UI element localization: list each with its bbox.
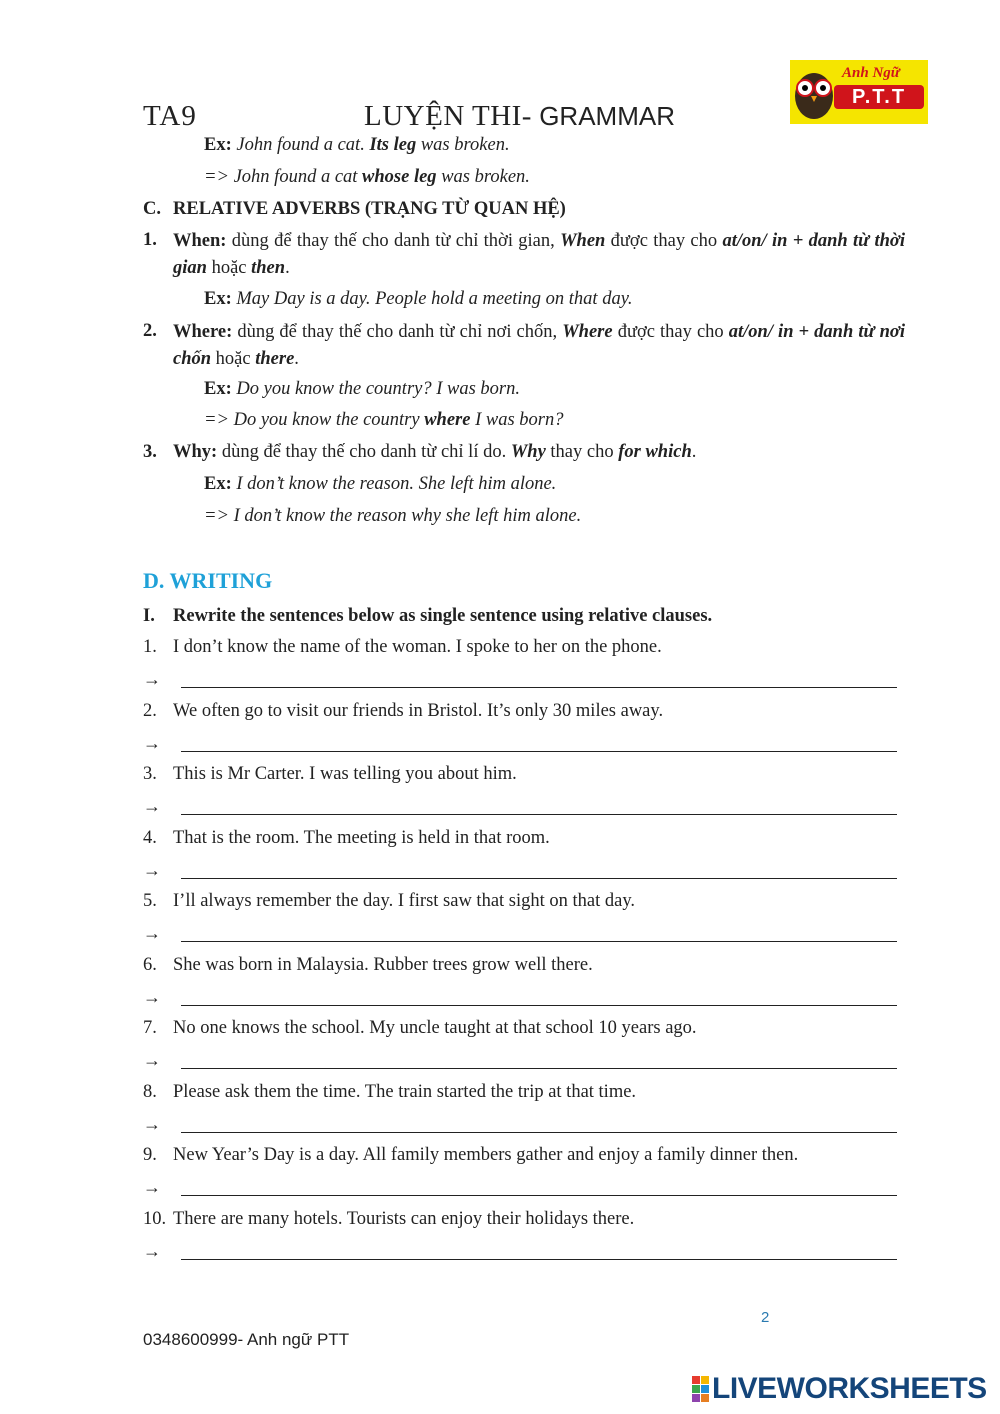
answer-line[interactable] [181,1259,897,1260]
why-definition: Why: dùng để thay thế cho danh từ chỉ lí do. Why thay cho for which. [173,442,697,462]
answer-line[interactable] [181,1195,897,1196]
question-text: This is Mr Carter. I was telling you about him. [173,764,517,784]
logo-block-icon [701,1394,709,1402]
section-d-heading: D. WRITING [143,568,273,593]
instruction: Rewrite the sentences below as single sentence using relative clauses. [173,606,713,626]
arrow-icon: → [143,923,161,943]
question-number: 6. [143,955,157,975]
logo-text-top: Anh Ngữ [842,65,900,81]
section-c-heading: RELATIVE ADVERBS (TRẠNG TỪ QUAN HỆ) [173,199,566,219]
arrow-icon: → [143,1114,161,1134]
logo-block-icon [692,1385,700,1393]
question-number: 4. [143,828,157,848]
question-text: There are many hotels. Tourists can enjoy their holidays there. [173,1209,635,1229]
question-number: 7. [143,1018,157,1038]
logo-block-icon [701,1385,709,1393]
arrow-icon: → [143,860,161,880]
answer-line[interactable] [181,878,897,879]
question-text: No one knows the school. My uncle taught at that school 10 years ago. [173,1018,697,1038]
arrow-icon: → [143,1050,161,1070]
question-text: Please ask them the time. The train started the trip at that time. [173,1082,637,1102]
example-line: Ex: John found a cat. Its leg was broken. [204,135,510,155]
section-c-letter: C. [143,199,161,219]
when-example: Ex: May Day is a day. People hold a meeting on that day. [204,289,633,309]
logo-block-icon [692,1376,700,1384]
answer-line[interactable] [181,941,897,942]
where-result: => Do you know the country where I was born? [204,410,564,430]
logo-text-ptt: P.T.T [834,85,924,109]
arrow-icon: → [143,733,161,753]
page-number: 2 [761,1309,770,1326]
question-number: 1. [143,637,157,657]
title-main: LUYỆN THI- [364,100,532,132]
question-number: 8. [143,1082,157,1102]
title-grammar: GRAMMAR [531,101,675,131]
question-number: 3. [143,764,157,784]
answer-line[interactable] [181,1068,897,1069]
footer-contact: 0348600999- Anh ngữ PTT [143,1330,350,1349]
answer-line[interactable] [181,814,897,815]
logo-block-icon [701,1376,709,1384]
page-title [364,100,675,133]
question-number: 2. [143,701,157,721]
arrow-icon: → [143,669,161,689]
question-number: 9. [143,1145,157,1165]
question-text: New Year’s Day is a day. All family members gather and enjoy a family dinner then. [173,1145,799,1165]
logo-block-icon [692,1394,700,1402]
answer-line[interactable] [181,687,897,688]
why-example: Ex: I don’t know the reason. She left him alone. [204,474,557,494]
answer-line[interactable] [181,751,897,752]
why-result: => I don’t know the reason why she left him alone. [204,506,582,526]
owl-icon [790,60,840,124]
arrow-icon: → [143,1177,161,1197]
logo [790,60,928,124]
when-definition: When: dùng để thay thế cho danh từ chỉ thời gian, When được thay cho at/on/ in + danh từ thời gian hoặc then. [173,231,905,278]
arrow-icon: → [143,796,161,816]
question-text: She was born in Malaysia. Rubber trees grow well there. [173,955,593,975]
instruction-number: I. [143,606,155,626]
item-number: 1. [143,230,157,250]
watermark-text: LIVEWORKSHEETS [712,1372,987,1405]
question-text: That is the room. The meeting is held in that room. [173,828,550,848]
item-number: 2. [143,321,157,341]
where-example: Ex: Do you know the country? I was born. [204,379,521,399]
example-result: => John found a cat whose leg was broken. [204,167,530,187]
answer-line[interactable] [181,1132,897,1133]
question-text: I’ll always remember the day. I first saw that sight on that day. [173,891,636,911]
arrow-icon: → [143,1241,161,1261]
question-number: 5. [143,891,157,911]
question-number: 10. [143,1209,167,1229]
item-number: 3. [143,442,157,462]
arrow-icon: → [143,987,161,1007]
where-definition: Where: dùng để thay thế cho danh từ chỉ nơi chốn, Where được thay cho at/on/ in + danh từ nơi chốn hoặc there. [173,322,905,369]
question-text: I don’t know the name of the woman. I spoke to her on the phone. [173,637,662,657]
course-code: TA9 [143,100,197,132]
question-text: We often go to visit our friends in Bristol. It’s only 30 miles away. [173,701,664,721]
answer-line[interactable] [181,1005,897,1006]
